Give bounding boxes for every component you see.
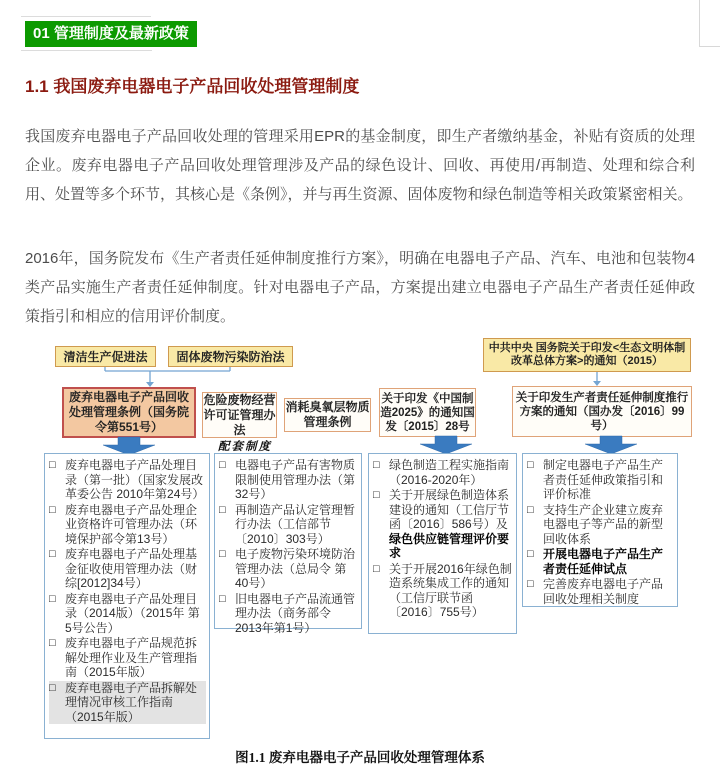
divider-line (21, 16, 151, 17)
list-item (49, 592, 206, 636)
checkbox-bullet-icon: □ (49, 459, 56, 471)
checkbox-bullet-icon: □ (373, 489, 380, 501)
list-item-text: 绿色制造工程实施指南（2016-2020年） (389, 458, 510, 487)
policy-list-green-manufacturing (368, 453, 517, 634)
list-item-text: 支持生产企业建立废弃电器电子等产品的新型回收体系 (543, 502, 664, 546)
policy-system-diagram (0, 338, 720, 746)
checkbox-bullet-icon: □ (219, 503, 226, 516)
down-arrow-icon (420, 436, 472, 454)
list-item (373, 458, 513, 487)
list-item (49, 636, 206, 680)
list-item-text: 废弃电器电子产品处理目录（2014版）（2015年 第5号公告） (65, 591, 200, 635)
list-item (219, 458, 358, 502)
list-item (49, 681, 206, 725)
regulation-box-hazardous-waste: 危险废物经营许可证管理办法 (203, 392, 276, 437)
policy-list-regulation-551 (44, 453, 210, 739)
list-item-text: 废弃电器电子产品处理企业资格许可管理办法（环境保护部令第13号） (65, 502, 198, 546)
list-item-text: 关于开展2016年绿色制造系统集成工作的通知（工信厅联节函〔2016〕755号） (389, 561, 512, 619)
checkbox-bullet-icon: □ (49, 503, 56, 516)
list-item-text: 旧电器电子产品流通管理办法（商务部令 2013年第1号） (235, 591, 356, 635)
policy-list-epr-tasks (522, 453, 678, 607)
list-item (49, 547, 206, 591)
list-item-text: 完善废弃电器电子产品回收处理相关制度 (543, 577, 664, 606)
list-item (219, 547, 358, 591)
checkbox-bullet-icon: □ (49, 681, 56, 694)
frame-corner (699, 0, 720, 47)
checkbox-bullet-icon: □ (219, 459, 226, 471)
supporting-systems-label: 配套制度 (218, 441, 272, 453)
checkbox-bullet-icon: □ (527, 459, 534, 471)
figure-caption: 图1.1 废弃电器电子产品回收处理管理体系 (235, 750, 485, 765)
list-item (527, 547, 674, 576)
notice-box-epr-plan: 关于印发生产者责任延伸制度推行方案的通知（国办发〔2016〕99号） (512, 386, 692, 437)
divider-line (21, 50, 152, 51)
body-paragraph-2: 2016年，国务院发布《生产者责任延伸制度推行方案》，明确在电器电子产品、汽车、电池和包装物4类产品实施生产者责任延伸制度。针对电器电子产品，方案提出建立电器电子产品生产者责任延伸政策指引和相应的信用评价制度。 (25, 250, 695, 325)
list-item-text: 制定电器电子产品生产者责任延伸政策指引和评价标准 (543, 458, 664, 501)
list-item-text: 废弃电器电子产品处理基金征收使用管理办法（财综[2012]34号） (65, 547, 198, 590)
list-item-text: 废弃电器电子产品拆解处理情况审核工作指南（2015年版） (65, 680, 198, 724)
list-item (527, 503, 674, 547)
list-item (49, 458, 206, 502)
list-item-text: 废弃电器电子产品规范拆解处理作业及生产管理指南（2015年版） (65, 636, 198, 679)
notice-box-ecological-reform: 中共中央 国务院关于印发<生态文明体制改革总体方案>的通知（2015） (483, 338, 691, 372)
regulation-box-551: 废弃电器电子产品回收处理管理条例（国务院令第551号） (62, 387, 196, 438)
checkbox-bullet-icon: □ (373, 562, 380, 575)
list-item (527, 458, 674, 502)
list-item-text: 开展电器电子产品生产者责任延伸试点 (543, 547, 664, 576)
list-item-text: 再制造产品认定管理暂行办法（工信部节〔2010〕303号） (235, 502, 356, 546)
list-item-text: 废弃电器电子产品处理目录（第一批）（国家发展改革委公告 2010年第24号） (65, 458, 205, 501)
notice-box-made-in-china-2025: 关于印发《中国制造2025》的通知国发〔2015〕28号 (379, 388, 476, 437)
regulation-box-ozone: 消耗臭氧层物质管理条例 (284, 398, 371, 432)
checkbox-bullet-icon: □ (527, 503, 534, 516)
list-item (527, 577, 674, 606)
law-box-solid-waste: 固体废物污染防治法 (168, 346, 293, 367)
list-item-text: 关于开展绿色制造体系建设的通知（工信厅节函〔2016〕586号）及绿色供应链管理评价要求 (389, 488, 510, 560)
checkbox-bullet-icon: □ (219, 548, 226, 560)
checkbox-bullet-icon: □ (373, 459, 380, 471)
list-item-text: 电子废物污染环境防治管理办法（总局令 第40号） (235, 547, 356, 590)
checkbox-bullet-icon: □ (49, 592, 56, 605)
checkbox-bullet-icon: □ (219, 592, 226, 605)
section-heading: 1.1 我国废弃电器电子产品回收处理管理制度 (25, 77, 360, 96)
policy-list-supporting (214, 453, 362, 635)
down-arrow-icon (585, 436, 637, 454)
checkbox-bullet-icon: □ (49, 637, 56, 649)
body-paragraph-1: 我国废弃电器电子产品回收处理的管理采用EPR的基金制度，即生产者缴纳基金，补贴有资质的处理企业。废弃电器电子产品回收处理管理涉及产品的绿色设计、回收、再使用/再制造、处理和综合利用、处置等多个环节，其核心是《条例》，并与再生资源、固体废物和绿色制造等相关政策紧密相关。 (25, 128, 695, 203)
list-item (219, 503, 358, 547)
list-item (49, 503, 206, 547)
law-box-cleaner-production: 清洁生产促进法 (55, 346, 156, 367)
list-item (219, 592, 358, 636)
list-item (373, 488, 513, 561)
checkbox-bullet-icon: □ (527, 548, 534, 560)
list-item (373, 562, 513, 620)
section-badge: 01 管理制度及最新政策 (25, 21, 197, 47)
checkbox-bullet-icon: □ (49, 548, 56, 560)
list-item-text: 电器电子产品有害物质限制使用管理办法（第32号） (235, 458, 356, 501)
checkbox-bullet-icon: □ (527, 578, 534, 590)
